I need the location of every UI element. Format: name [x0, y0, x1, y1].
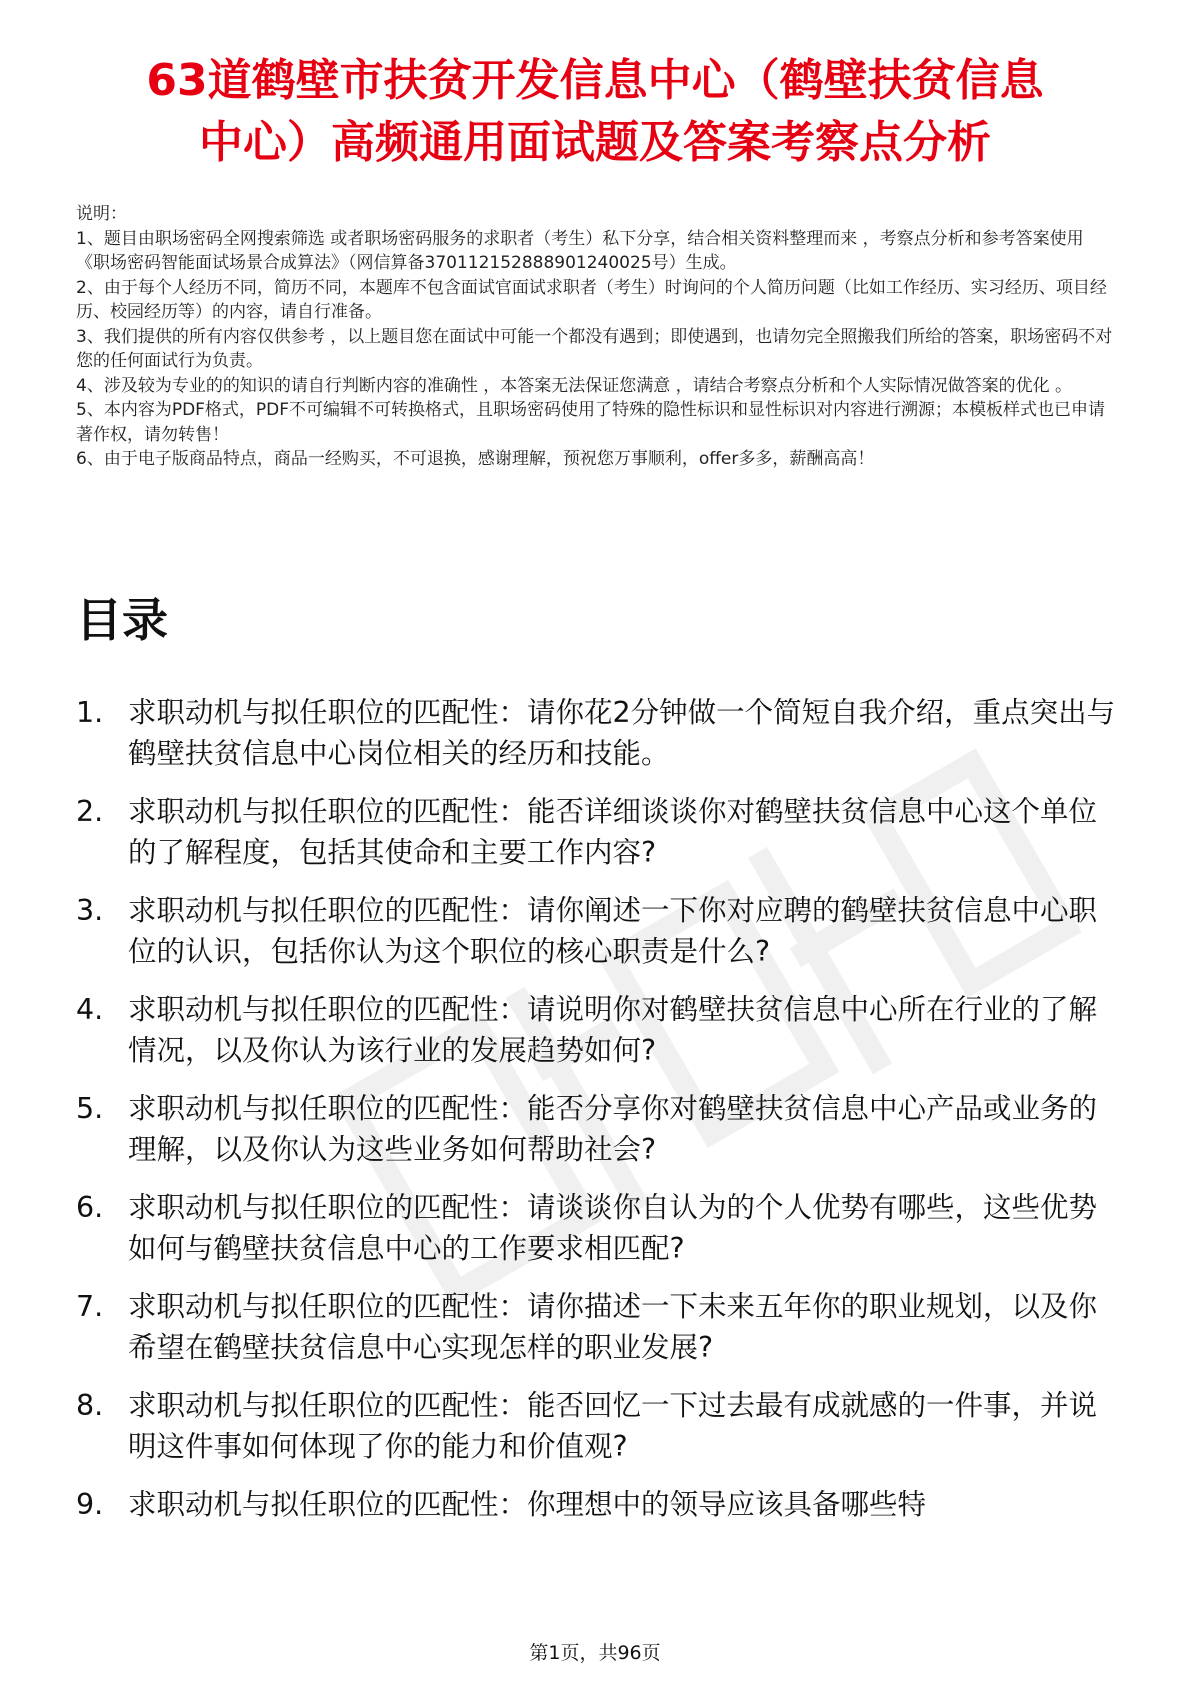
instructions-block [76, 202, 1116, 472]
toc-item-number: 8. [76, 1389, 104, 1422]
toc-item[interactable] [76, 1286, 1116, 1368]
toc-item[interactable] [76, 890, 1116, 972]
toc-item-text: 求职动机与拟任职位的匹配性：请说明你对鹤壁扶贫信息中心所在行业的了解情况，以及你认为该行业的发展趋势如何? [128, 993, 1098, 1067]
toc-item[interactable] [76, 1385, 1116, 1467]
toc-item[interactable] [76, 692, 1116, 774]
toc-item-text: 求职动机与拟任职位的匹配性：请你花2分钟做一个简短自我介绍，重点突出与鹤壁扶贫信息中心岗位相关的经历和技能。 [128, 696, 1116, 770]
toc-item-number: 9. [76, 1488, 104, 1521]
toc-item-text: 求职动机与拟任职位的匹配性：请谈谈你自认为的个人优势有哪些，这些优势如何与鹤壁扶贫信息中心的工作要求相匹配? [128, 1191, 1098, 1265]
toc-item-text: 求职动机与拟任职位的匹配性：请你描述一下未来五年你的职业规划，以及你希望在鹤壁扶贫信息中心实现怎样的职业发展? [128, 1290, 1098, 1364]
notes-heading: 说明： [76, 204, 127, 224]
note-item: 5、本内容为PDF格式，PDF不可编辑不可转换格式，且职场密码使用了特殊的隐性标识和显性标识对内容进行溯源；本模板样式也已申请著作权，请勿转售！ [76, 400, 1106, 445]
note-item: 1、题目由职场密码全网搜索筛选 或者职场密码服务的求职者（考生）私下分享，结合相关资料整理而来 ，考察点分析和参考答案使用《职场密码智能面试场景合成算法》（网信算备370112152888901240025号）生成。 [76, 228, 1084, 273]
note-item: 6、由于电子版商品特点，商品一经购买，不可退换，感谢理解，预祝您万事顺利，offer多多，薪酬高高！ [76, 449, 875, 469]
toc-item-text: 求职动机与拟任职位的匹配性：你理想中的领导应该具备哪些特 [128, 1488, 927, 1521]
toc-item[interactable] [76, 1088, 1116, 1170]
document-title [60, 50, 1130, 174]
toc-item-number: 5. [76, 1092, 104, 1125]
toc-list [76, 692, 1116, 1542]
toc-item-text: 求职动机与拟任职位的匹配性：能否分享你对鹤壁扶贫信息中心产品或业务的理解，以及你认为这些业务如何帮助社会? [128, 1092, 1098, 1166]
toc-item[interactable] [76, 1187, 1116, 1269]
toc-item-number: 3. [76, 894, 104, 927]
toc-item-number: 6. [76, 1191, 104, 1224]
toc-item-number: 7. [76, 1290, 104, 1323]
toc-item-number: 4. [76, 993, 104, 1026]
toc-item[interactable] [76, 989, 1116, 1071]
note-item: 4、涉及较为专业的的知识的请自行判断内容的准确性 ，本答案无法保证您满意 ，请结合考察点分析和个人实际情况做答案的优化 。 [76, 375, 1073, 396]
toc-heading: 目录 [76, 593, 168, 647]
page-footer: 第1页，共96页 [529, 1642, 661, 1664]
note-item: 2、由于每个人经历不同，简历不同，本题库不包含面试官面试求职者（考生）时询问的个人简历问题（比如工作经历、实习经历、项目经历、校园经历等）的内容，请自行准备。 [76, 277, 1107, 322]
toc-item-text: 求职动机与拟任职位的匹配性：能否回忆一下过去最有成就感的一件事，并说明这件事如何体现了你的能力和价值观? [128, 1389, 1098, 1463]
toc-item-number: 1. [76, 696, 104, 729]
title-line-2: 中心）高频通用面试题及答案考察点分析 [199, 117, 991, 168]
toc-item-text: 求职动机与拟任职位的匹配性：请你阐述一下你对应聘的鹤壁扶贫信息中心职位的认识，包括你认为这个职位的核心职责是什么? [128, 894, 1098, 968]
toc-item[interactable] [76, 791, 1116, 873]
toc-item-text: 求职动机与拟任职位的匹配性：能否详细谈谈你对鹤壁扶贫信息中心这个单位的了解程度，包括其使命和主要工作内容? [128, 795, 1098, 869]
toc-item[interactable] [76, 1484, 1116, 1525]
note-item: 3、我们提供的所有内容仅供参考 ，以上题目您在面试中可能一个都没有遇到；即使遇到，也请勿完全照搬我们所给的答案，职场密码不对您的任何面试行为负责。 [76, 326, 1113, 371]
toc-item-number: 2. [76, 795, 104, 828]
title-line-1: 63道鹤壁市扶贫开发信息中心（鹤壁扶贫信息 [146, 55, 1044, 106]
